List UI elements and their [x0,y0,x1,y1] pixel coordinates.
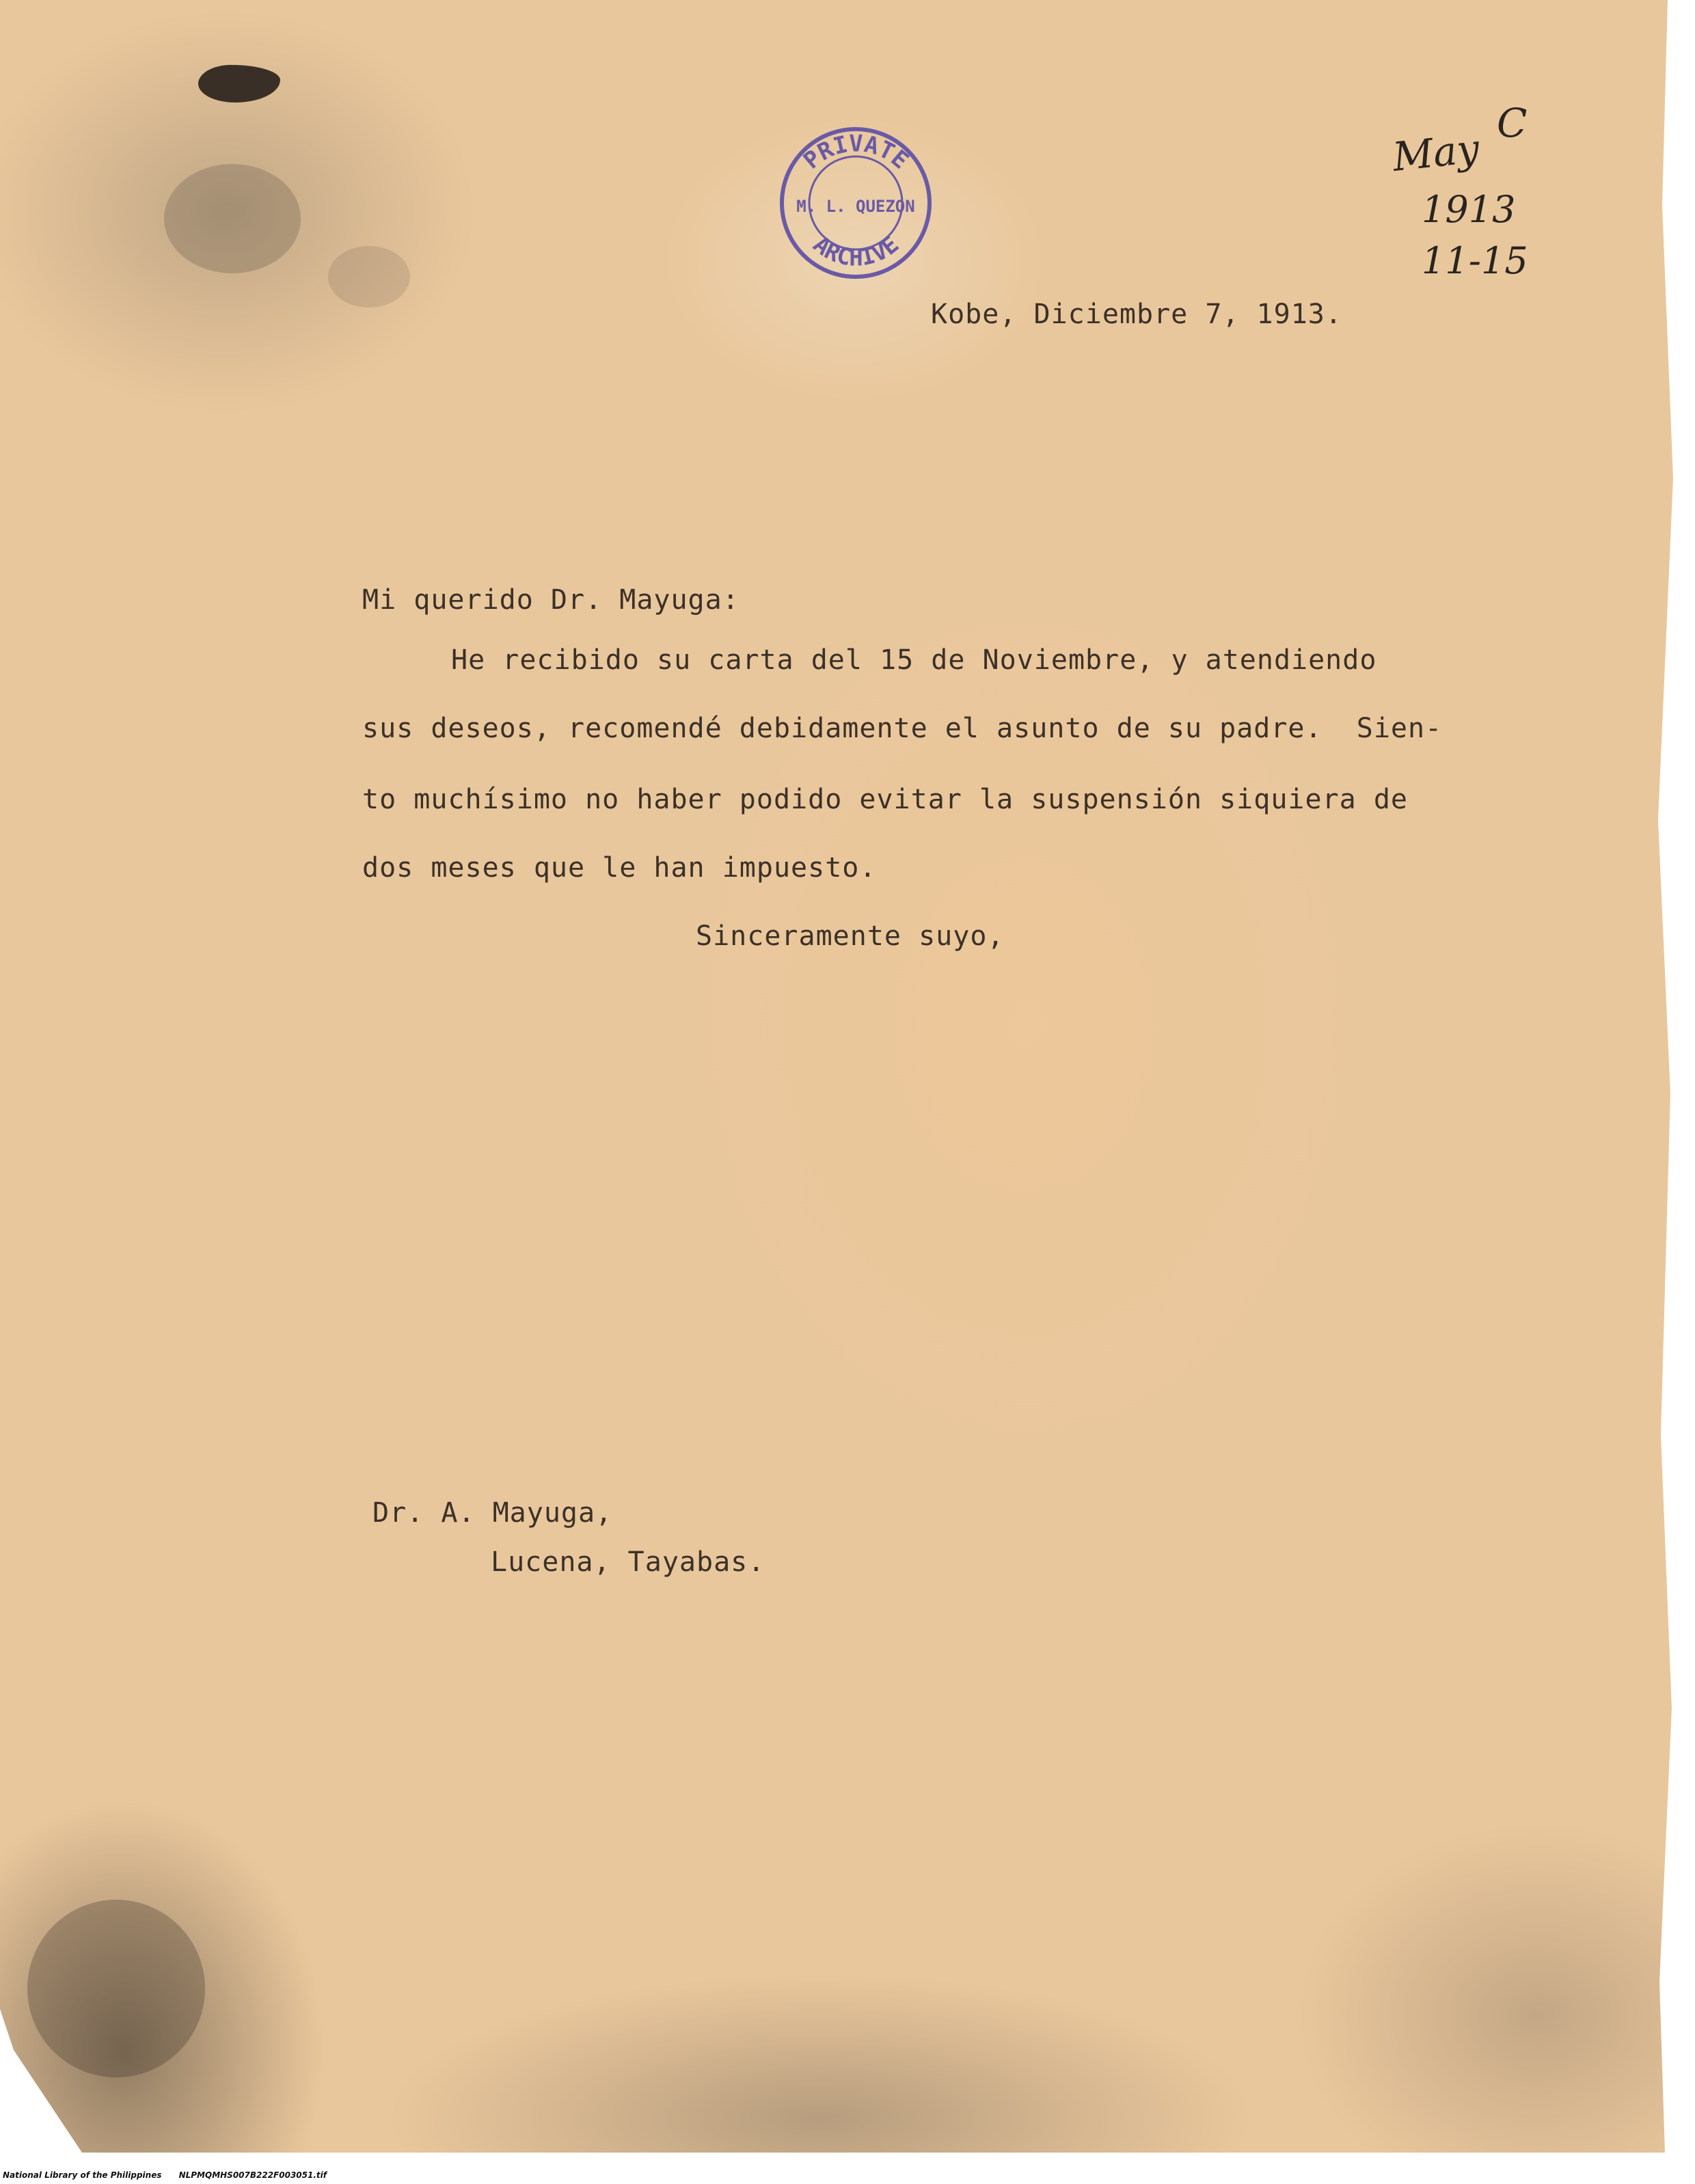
handwritten-note [1381,96,1586,301]
paper-damage [198,65,280,103]
scan-footer [3,2170,327,2180]
handwritten-line: May [1390,125,1482,180]
handwritten-line: 1913 [1422,188,1516,231]
body-line: dos meses que le han impuesto. [362,852,877,884]
stain [27,1900,205,2077]
stain [164,164,301,273]
addressee-name: Dr. A. Mayuga, [372,1497,613,1529]
stamp-middle-text: M. L. QUEZON [796,197,915,216]
stamp-bottom-text: ARCHIVE [808,230,904,272]
footer-file-id: NLPMQMHS007B222F003051.tif [178,2170,327,2180]
handwritten-line: C [1497,100,1528,146]
closing: Sinceramente suyo, [696,920,1005,952]
stamp-top-text: PRIVATE [798,130,914,175]
footer-credit: National Library of the Philippines [3,2170,162,2180]
body-line: sus deseos, recomendé debidamente el asunto de su padre. Sien- [362,713,1443,744]
handwritten-line: 11-15 [1422,239,1528,282]
body-line: He recibido su carta del 15 de Noviembre, y atendiendo [451,644,1377,676]
stain [328,246,410,308]
date-line: Kobe, Diciembre 7, 1913. [931,299,1342,330]
archive-stamp [776,123,936,284]
salutation: Mi querido Dr. Mayuga: [362,584,740,616]
body-line: to muchísimo no haber podido evitar la suspensión siquiera de [362,784,1409,815]
addressee-place: Lucena, Tayabas. [491,1546,765,1578]
